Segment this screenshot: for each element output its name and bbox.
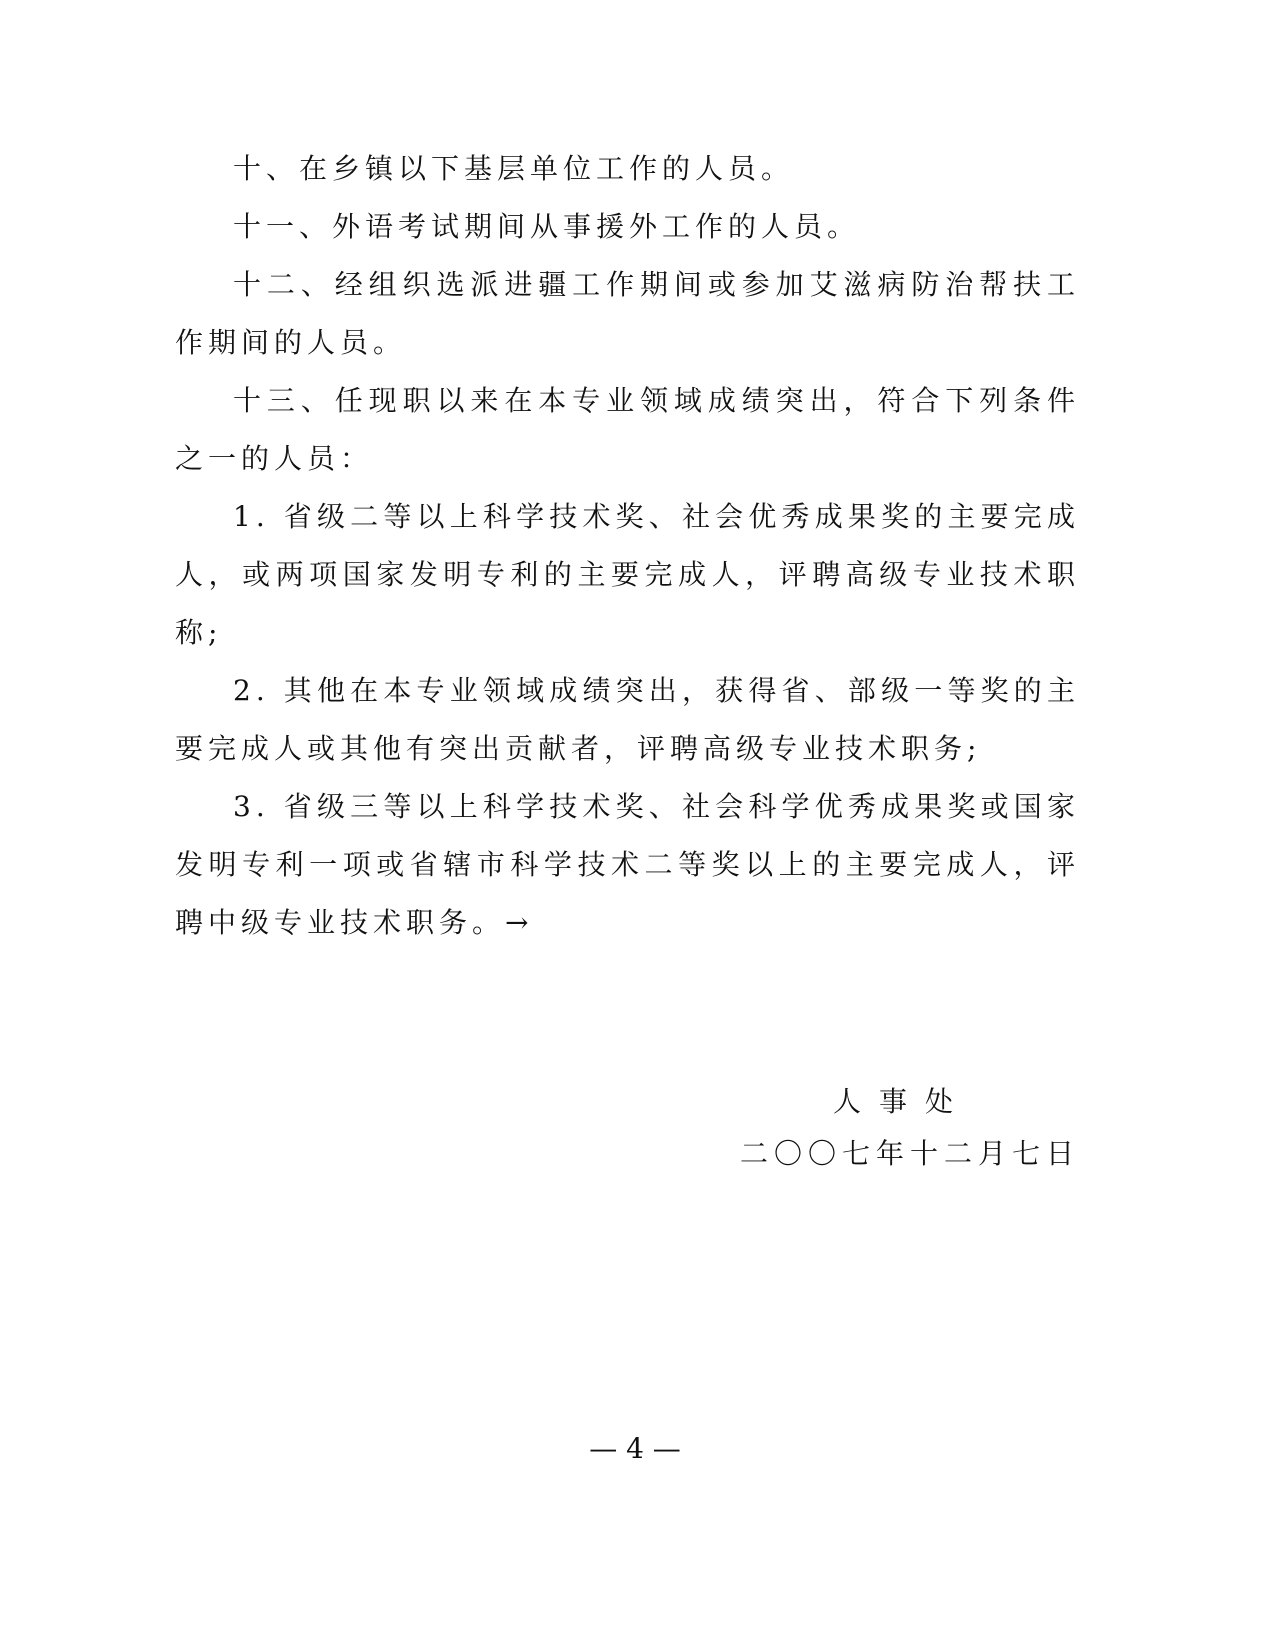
item-ten: 十、在乡镇以下基层单位工作的人员。	[233, 152, 795, 185]
sub-item-2: 2. 其他在本专业领域成绩突出，获得省、部级一等奖的主要完成人或其他有突出贡献者，评聘高级专业技术职务;	[175, 674, 1080, 765]
page-number: — 4 —	[589, 1432, 681, 1465]
document-body	[175, 140, 1080, 952]
signature-date: 二〇〇七年十二月七日	[740, 1137, 1081, 1170]
signature-department: 人事处	[833, 1085, 972, 1118]
item-thirteen: 十三、任现职以来在本专业领域成绩突出，符合下列条件之一的人员：	[175, 384, 1080, 475]
sub-item-3: 3. 省级三等以上科学技术奖、社会科学优秀成果奖或国家发明专利一项或省辖市科学技术二等奖以上的主要完成人，评聘中级专业技术职务。→	[175, 790, 1080, 939]
sub-item-1: 1. 省级二等以上科学技术奖、社会优秀成果奖的主要完成人，或两项国家发明专利的主要完成人，评聘高级专业技术职称;	[175, 500, 1080, 649]
item-eleven: 十一、外语考试期间从事援外工作的人员。	[233, 210, 861, 243]
item-twelve: 十二、经组织选派进疆工作期间或参加艾滋病防治帮扶工作期间的人员。	[175, 268, 1080, 359]
